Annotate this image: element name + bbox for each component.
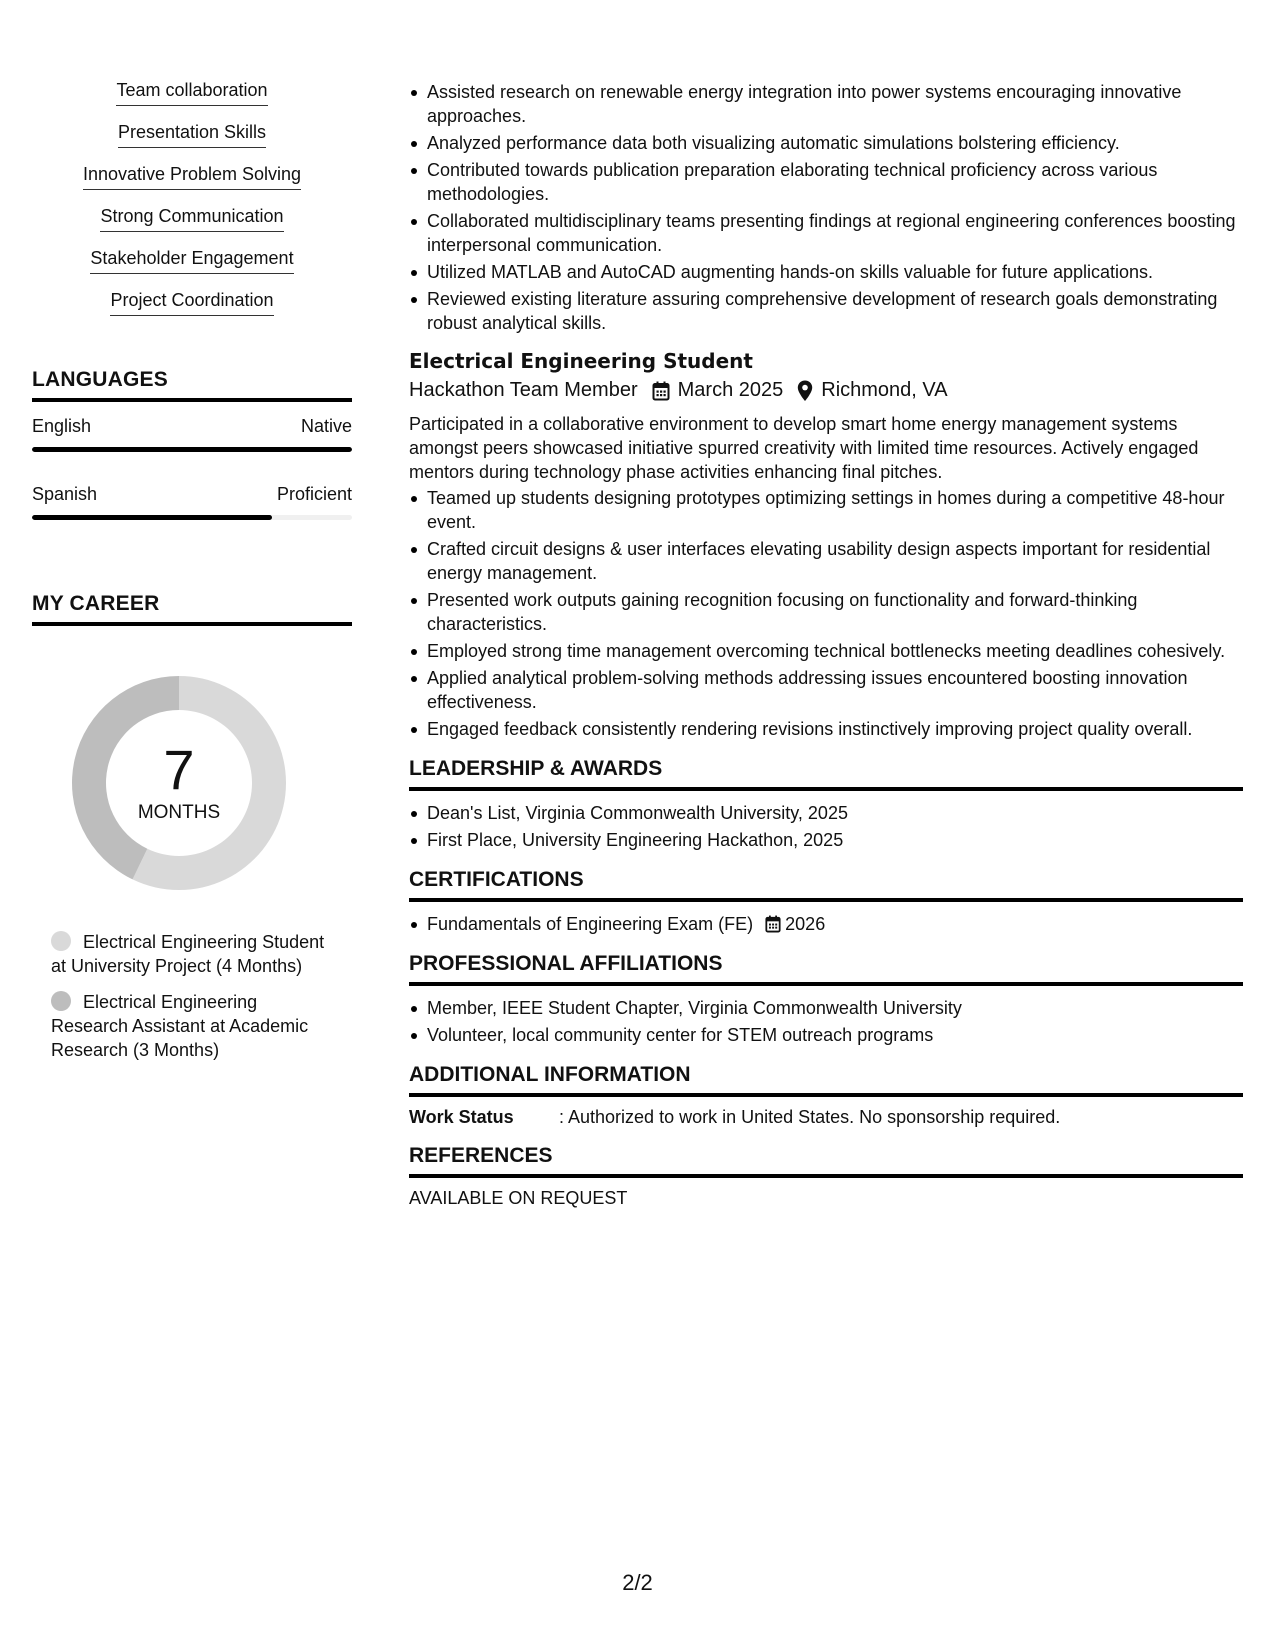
language-bar-fill [32, 447, 352, 452]
leadership-heading: LEADERSHIP & AWARDS [409, 757, 1243, 791]
right-column [409, 80, 1243, 1209]
bullet-item: Teamed up students designing prototypes optimizing settings in homes during a competitive 48-hour event. [409, 486, 1243, 534]
bullet-item: Volunteer, local community center for STEM outreach programs [409, 1023, 1243, 1047]
bullet-item: Analyzed performance data both visualizing automatic simulations bolstering efficiency. [409, 131, 1243, 155]
languages-list [32, 416, 352, 520]
bullet-item: Employed strong time management overcoming technical bottlenecks meeting deadlines cohesively. [409, 639, 1243, 663]
bullet-item: Presented work outputs gaining recognition focusing on functionality and forward-thinking characteristics. [409, 588, 1243, 636]
bullet-item: Dean's List, Virginia Commonwealth University, 2025 [409, 801, 1243, 825]
references-heading: REFERENCES [409, 1144, 1243, 1178]
job-date: March 2025 [677, 379, 784, 401]
language-row [32, 416, 352, 437]
language-name: English [32, 416, 92, 436]
references-text: AVAILABLE ON REQUEST [409, 1188, 628, 1208]
bullet-item: Reviewed existing literature assuring comprehensive development of research goals demonstrating robust analytical skills. [409, 287, 1243, 335]
bullet-item: Contributed towards publication preparation elaborating technical proficiency across various methodologies. [409, 158, 1243, 206]
donut-center [64, 668, 294, 898]
skill-item: Stakeholder Engagement [90, 248, 293, 274]
skill-item: Team collaboration [116, 80, 267, 106]
language-level: Native [300, 416, 352, 436]
job-title: Electrical Engineering Student [409, 349, 753, 373]
job-description: Participated in a collaborative environment to develop smart home energy management systems amongst peers showcased initiative spurred creativity with limited time resources. Actively engaged mentors during technology phase activities enhancing final pitches. [409, 414, 1199, 482]
bullet-item: First Place, University Engineering Hackathon, 2025 [409, 828, 1243, 852]
certifications-list [409, 912, 1243, 936]
experience-bullets [409, 80, 1243, 335]
legend-item [51, 990, 331, 1062]
bullet-item: Crafted circuit designs & user interfaces elevating usability design aspects important for residential energy management. [409, 537, 1243, 585]
language-level: Proficient [276, 484, 352, 504]
job-role: Hackathon Team Member [409, 379, 638, 401]
left-column [32, 80, 352, 1074]
work-status-label: Work Status [409, 1107, 514, 1127]
legend-dot [51, 991, 71, 1011]
skill-item: Innovative Problem Solving [83, 164, 301, 190]
career-total-number: 7 [163, 738, 195, 801]
skills-list [32, 80, 352, 332]
job-bullets [409, 486, 1243, 741]
bullet-item: Applied analytical problem-solving methods addressing issues encountered boosting innovation effectiveness. [409, 666, 1243, 714]
skill-item: Strong Communication [100, 206, 283, 232]
skill-item: Project Coordination [110, 290, 273, 316]
bullet-item: Assisted research on renewable energy integration into power systems encouraging innovative approaches. [409, 80, 1243, 128]
legend-label: Electrical Engineering Research Assistant at Academic Research (3 Months) [51, 992, 309, 1060]
job-location: Richmond, VA [821, 379, 948, 401]
location-pin-icon [797, 380, 813, 402]
bullet-item: Collaborated multidisciplinary teams presenting findings at regional engineering conferences boosting interpersonal communication. [409, 209, 1243, 257]
page-number: 2/2 [622, 1570, 653, 1595]
certification-year: 2026 [785, 914, 826, 934]
language-name: Spanish [32, 484, 98, 504]
language-bar-fill [32, 515, 272, 520]
legend-item [51, 930, 331, 978]
career-total-unit: MONTHS [137, 802, 221, 823]
certification-line [427, 912, 825, 936]
bullet-item: Engaged feedback consistently rendering revisions instinctively improving project quality overall. [409, 717, 1243, 741]
bullet-item: Member, IEEE Student Chapter, Virginia Commonwealth University [409, 996, 1243, 1020]
skill-item: Presentation Skills [118, 122, 266, 148]
affiliations-list [409, 996, 1243, 1047]
language-bar [32, 447, 352, 452]
career-legend [51, 930, 331, 1062]
bullet-item: Utilized MATLAB and AutoCAD augmenting hands-on skills valuable for future applications. [409, 260, 1243, 284]
career-donut-chart [64, 668, 294, 898]
language-row [32, 484, 352, 505]
work-status-value: : Authorized to work in United States. No sponsorship required. [559, 1107, 1061, 1127]
legend-label: Electrical Engineering Student at University Project (4 Months) [51, 932, 325, 976]
leadership-list [409, 801, 1243, 852]
calendar-icon [765, 915, 781, 933]
legend-dot [51, 931, 71, 951]
certifications-heading: CERTIFICATIONS [409, 868, 1243, 902]
work-status-row [409, 1107, 1243, 1128]
languages-heading: LANGUAGES [32, 368, 352, 402]
certification-name: Fundamentals of Engineering Exam (FE) [427, 914, 754, 934]
language-bar [32, 515, 352, 520]
calendar-icon [652, 381, 670, 401]
additional-info-heading: ADDITIONAL INFORMATION [409, 1063, 1243, 1097]
job-meta [409, 379, 1243, 402]
certification-item [409, 912, 1243, 936]
affiliations-heading: PROFESSIONAL AFFILIATIONS [409, 952, 1243, 986]
career-heading: MY CAREER [32, 592, 352, 626]
